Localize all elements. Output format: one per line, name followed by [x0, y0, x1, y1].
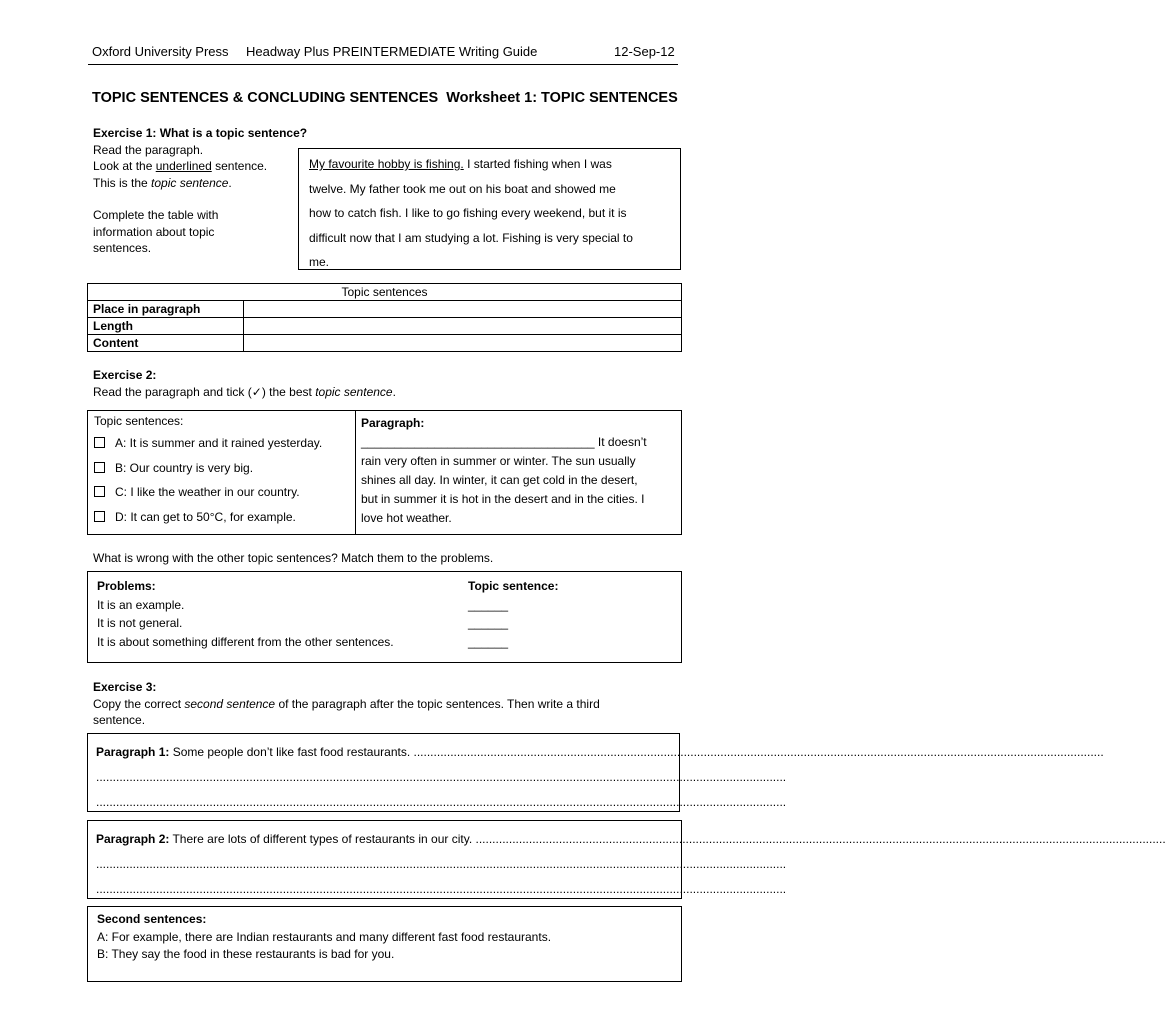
ex1-line1: Read the paragraph.	[93, 142, 204, 157]
header-publisher: Oxford University Press	[92, 44, 229, 59]
paragraph2-label: Paragraph 2:	[96, 832, 170, 846]
answer-cell-place[interactable]	[244, 301, 682, 318]
option-b-label: B: Our country is very big.	[115, 460, 254, 475]
ex1-complete1: Complete the table with	[93, 208, 219, 222]
row-label-place: Place in paragraph	[88, 301, 244, 318]
table-header: Topic sentences	[88, 284, 682, 301]
ex2-topic-label: Topic sentences:	[94, 414, 184, 428]
ex2-topic-column	[94, 414, 322, 534]
checkbox-d[interactable]	[94, 511, 105, 522]
ex1-line2-b: sentence.	[211, 159, 268, 173]
paragraph1-topic: Some people don’t like fast food restaurants.	[169, 745, 414, 759]
ex1-line3-a: This is the	[93, 175, 152, 190]
ex2-instr-a: Read the paragraph and tick (	[93, 384, 252, 399]
paragraph1-line2[interactable]: ...............................................................................................................................................................................................................	[96, 770, 787, 784]
ex1-para-l1: I started fishing when I was	[463, 157, 612, 171]
ex1-complete3: sentences.	[93, 241, 152, 255]
ex2-paragraph-column	[361, 414, 647, 528]
ex3-instruction	[93, 696, 600, 713]
match-question: What is wrong with the other topic sentences? Match them to the problems.	[93, 551, 494, 565]
answer-cell-content[interactable]	[244, 335, 682, 352]
ex2-para-blank[interactable]: ___________________________________	[361, 435, 595, 449]
ex3-instr-a: Copy the correct	[93, 696, 185, 711]
ex2-instr-b: ) the best	[261, 384, 316, 399]
answer-blank-2[interactable]: ______	[468, 616, 509, 630]
ex2-para-line3: shines all day. In winter, it can get cold in the desert,	[361, 473, 638, 487]
exercise2-heading: Exercise 2:	[93, 368, 157, 382]
option-d[interactable]	[94, 510, 322, 535]
ex1-line3-b: .	[228, 175, 232, 190]
paragraph1-line1[interactable]	[96, 740, 1104, 765]
ex1-paragraph-box	[298, 148, 681, 270]
page-title	[92, 90, 678, 106]
problem-1: It is an example.	[97, 597, 185, 612]
second-sentences-content	[97, 911, 551, 964]
answer-blank-1[interactable]: ______	[468, 597, 509, 612]
checkbox-c[interactable]	[94, 486, 105, 497]
ex2-para-line4: but in summer it is hot in the desert and in the cities. I	[361, 492, 645, 506]
ex2-para-label: Paragraph:	[361, 416, 425, 430]
exercise1-instructions	[93, 125, 307, 257]
problem-3: It is about something different from the other sentences.	[97, 634, 394, 649]
second-sentence-a: A: For example, there are Indian restaurants and many different fast food restaurants.	[97, 929, 552, 944]
tick-icon: ✓	[251, 384, 262, 399]
ex1-line2-underlined: underlined	[155, 159, 212, 173]
ex1-line2-a: Look at the	[93, 159, 156, 173]
topic-answer-column	[468, 577, 558, 651]
exercise1-heading: Exercise 1: What is a topic sentence?	[93, 126, 308, 140]
paragraph1-label: Paragraph 1:	[96, 745, 170, 759]
option-a-label: A: It is summer and it rained yesterday.	[115, 436, 323, 450]
ex2-para-line1	[361, 433, 647, 452]
ex1-line3	[93, 175, 307, 192]
answer-blank-3[interactable]: ______	[468, 634, 509, 649]
ex2-instruction	[93, 384, 396, 401]
paragraph1-box	[87, 733, 1104, 812]
ex1-para-line4: difficult now that I am studying a lot. Fishing is very special to	[309, 230, 633, 245]
ex2-para-line2: rain very often in summer or winter. The sun usually	[361, 454, 636, 468]
problems-label: Problems:	[97, 579, 156, 593]
paragraph1-line3[interactable]: ...............................................................................................................................................................................................................	[96, 795, 787, 809]
table-row	[88, 335, 682, 352]
paragraph2-line2[interactable]: ...............................................................................................................................................................................................................	[96, 857, 787, 871]
header-rule	[88, 64, 678, 65]
ex2-instr-italic: topic sentence	[315, 384, 393, 399]
row-label-length: Length	[88, 318, 244, 335]
paragraph1-dots-1: ...............................................................................................................................................................................................................	[413, 745, 1104, 759]
ex2-box	[87, 410, 682, 535]
answer-cell-length[interactable]	[244, 318, 682, 335]
title-main: TOPIC SENTENCES & CONCLUDING SENTENCES	[92, 90, 439, 106]
title-worksheet: Worksheet 1: TOPIC SENTENCES	[446, 90, 678, 106]
ex1-line2	[93, 158, 307, 175]
topic-sentence-label: Topic sentence:	[468, 579, 559, 593]
checkbox-b[interactable]	[94, 462, 105, 473]
problem-2: It is not general.	[97, 616, 183, 630]
paragraph2-line3[interactable]: ...............................................................................................................................................................................................................	[96, 882, 787, 896]
second-sentences-box	[87, 906, 682, 982]
topic-sentences-table	[87, 283, 682, 352]
ex2-para-l1: It doesn’t	[594, 435, 647, 449]
paragraph2-box	[87, 820, 1166, 899]
match-box	[87, 571, 682, 663]
table-row	[88, 301, 682, 318]
paragraph2-topic: There are lots of different types of restaurants in our city.	[169, 832, 476, 846]
option-c-label: C: I like the weather in our country.	[115, 485, 300, 499]
option-b[interactable]	[94, 461, 322, 486]
ex2-instr-c: .	[392, 384, 396, 399]
second-sentences-label: Second sentences:	[97, 912, 207, 926]
ex3-instr-b: of the paragraph after the topic sentences. Then write a third	[275, 696, 600, 711]
ex1-complete2: information about topic	[93, 224, 215, 239]
ex1-para-line5: me.	[309, 255, 330, 269]
problems-column	[97, 577, 394, 651]
paragraph2-content	[96, 827, 1166, 902]
header-date: 12-Sep-12	[614, 44, 675, 59]
ex3-instruction-cont: sentence.	[93, 713, 146, 727]
exercise2-instructions	[93, 367, 396, 400]
row-label-content: Content	[88, 335, 244, 352]
ex1-topic-sentence: My favourite hobby is fishing.	[309, 157, 464, 171]
ex1-line3-italic: topic sentence	[151, 175, 229, 190]
exercise3-heading: Exercise 3:	[93, 680, 157, 694]
paragraph2-line1[interactable]	[96, 827, 1166, 852]
option-a[interactable]	[94, 436, 322, 461]
ex1-para-line3: how to catch fish. I like to go fishing every weekend, but it is	[309, 206, 627, 220]
paragraph1-content	[96, 740, 1104, 815]
ex1-para-line1	[309, 152, 670, 177]
table-row	[88, 318, 682, 335]
checkbox-a[interactable]	[94, 437, 105, 448]
paragraph2-dots-1: ...............................................................................................................................................................................................................	[475, 832, 1166, 846]
option-d-label: D: It can get to 50°C, for example.	[115, 509, 296, 524]
ex2-para-line5: love hot weather.	[361, 511, 452, 525]
ex1-para-line2: twelve. My father took me out on his boat and showed me	[309, 181, 616, 196]
option-c[interactable]	[94, 485, 322, 510]
ex2-divider	[355, 411, 356, 534]
header-guide: Headway Plus PREINTERMEDIATE Writing Guide	[246, 44, 538, 59]
exercise3-instructions	[93, 679, 600, 729]
ex3-instr-italic: second sentence	[184, 696, 276, 711]
second-sentence-b: B: They say the food in these restaurants is bad for you.	[97, 947, 395, 961]
